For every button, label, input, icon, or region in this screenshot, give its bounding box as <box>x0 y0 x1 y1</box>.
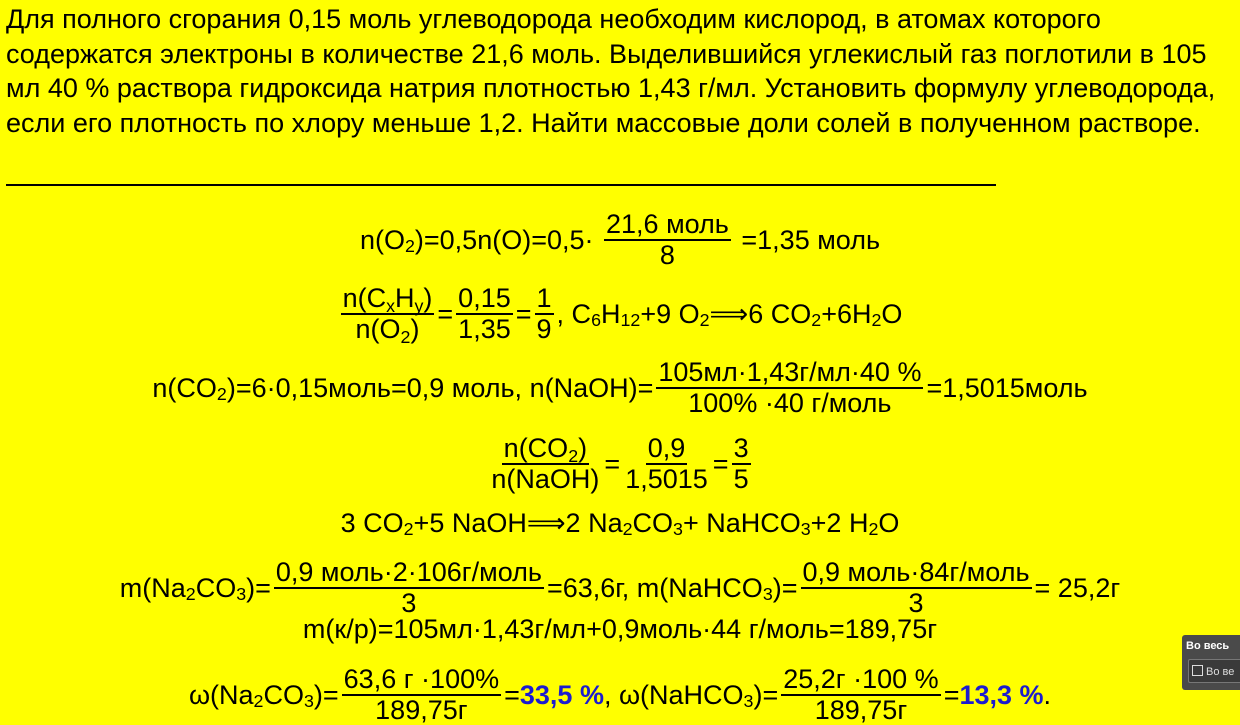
solution-line-4: $\frac{n(CO_2)}{\text{n(NaOH)}}$ = $\frac{0,9}{1,5015}$ = $\frac{3}{5}$ <box>491 433 749 494</box>
solution-line-7: m(к/р)=105мл·1,43г/мл+0,9моль·44 г/моль=189,75г <box>302 614 938 644</box>
fraction: $\frac{0,15}{1,35}$ <box>458 283 511 344</box>
solution-line-3: $n(CO_2)=6\cdot 0,15моль=0,9$ моль, n(NaOH)= $\frac{105мл\cdot 1,43г/мл\cdot 40 \%}{\text{100\% ·40 г/моль}}$ =1,5015моль <box>152 357 1088 418</box>
answer-na2co3: 33,5 % <box>519 680 604 710</box>
fraction: $\frac{\text{0,9 моль·84г/моль}}{3}$ <box>802 557 1030 618</box>
fullscreen-button[interactable]: Во ве <box>1188 659 1240 683</box>
fraction: $\frac{\text{21,6 моль}}{8}$ <box>606 209 729 270</box>
solution-line-6: $m(Na_2CO_3)=$ $\frac{\text{0,9 моль·2·106г/моль}}{3}$ =63,6г, m(NaHCO$_3$)= $\frac{\text{0,9 моль·84г/моль}}{3}$ = 25,2г <box>119 557 1121 618</box>
fraction: $\frac{n(CO_2)}{\text{n(NaOH)}}$ <box>491 433 600 494</box>
solution-line-8: $\omega(Na_2CO_3)=$ $\frac{63,6 г \cdot 100\%}{189,75г}$ =33,5 %, ω(NaHCO$_3$)= $\frac{25,2г \cdot 100 \%}{189,75г}$ =13,3 %. <box>188 664 1052 725</box>
solution-line-5: 3 $CO_2+5$ NaOH⟹2 $Na_2CO_3+$ NaHCO$_3$+2 $H_2O$ <box>340 507 900 539</box>
fullscreen-icon <box>1192 665 1203 676</box>
popup-title: Во весь <box>1186 640 1230 652</box>
divider-line <box>6 184 996 186</box>
fraction: $\frac{0,9}{1,5015}$ <box>625 433 708 494</box>
fraction: $\frac{105мл\cdot 1,43г/мл\cdot 40 \%}{\text{100\% ·40 г/моль}}$ <box>658 357 922 418</box>
solution-line-2: $\frac{n(C_xH_y)}{n(O_2)}$ = $\frac{0,15}{1,35}$ = $\frac{1}{9}$ , $C_6H_{12}+9$ $O_2⟹6$ $CO_2+6H_2O$ <box>342 283 903 347</box>
problem-statement: Для полного сгорания 0,15 моль углеводорода необходим кислород, в атомах которого содержатся электроны в количестве 21,6 моль. Выделившийся углекислый газ поглотили в 105 мл 40 % раствора гидроксида натрия плотностью 1,43 г/мл. Установить формулу углеводорода, если его плотность по хлору меньше 1,2. Найти массовые доли солей в полученном растворе. <box>6 4 1216 138</box>
fraction: $\frac{\text{0,9 моль·2·106г/моль}}{3}$ <box>275 557 542 618</box>
fraction: $\frac{n(C_xH_y)}{n(O_2)}$ <box>342 283 433 347</box>
fraction: $\frac{1}{9}$ <box>536 283 552 344</box>
fraction: $\frac{25,2г \cdot 100 \%}{189,75г}$ <box>783 664 939 725</box>
fullscreen-popup <box>1182 635 1240 690</box>
solution-line-1: $n(O_2)=0,5n(O)=0,5\cdot$ $\frac{\text{21,6 моль}}{8}$ =1,35 моль <box>359 209 881 270</box>
answer-nahco3: 13,3 % <box>959 680 1044 710</box>
fraction: $\frac{3}{5}$ <box>733 433 749 494</box>
fraction: $\frac{63,6 г \cdot 100\%}{189,75г}$ <box>343 664 500 725</box>
